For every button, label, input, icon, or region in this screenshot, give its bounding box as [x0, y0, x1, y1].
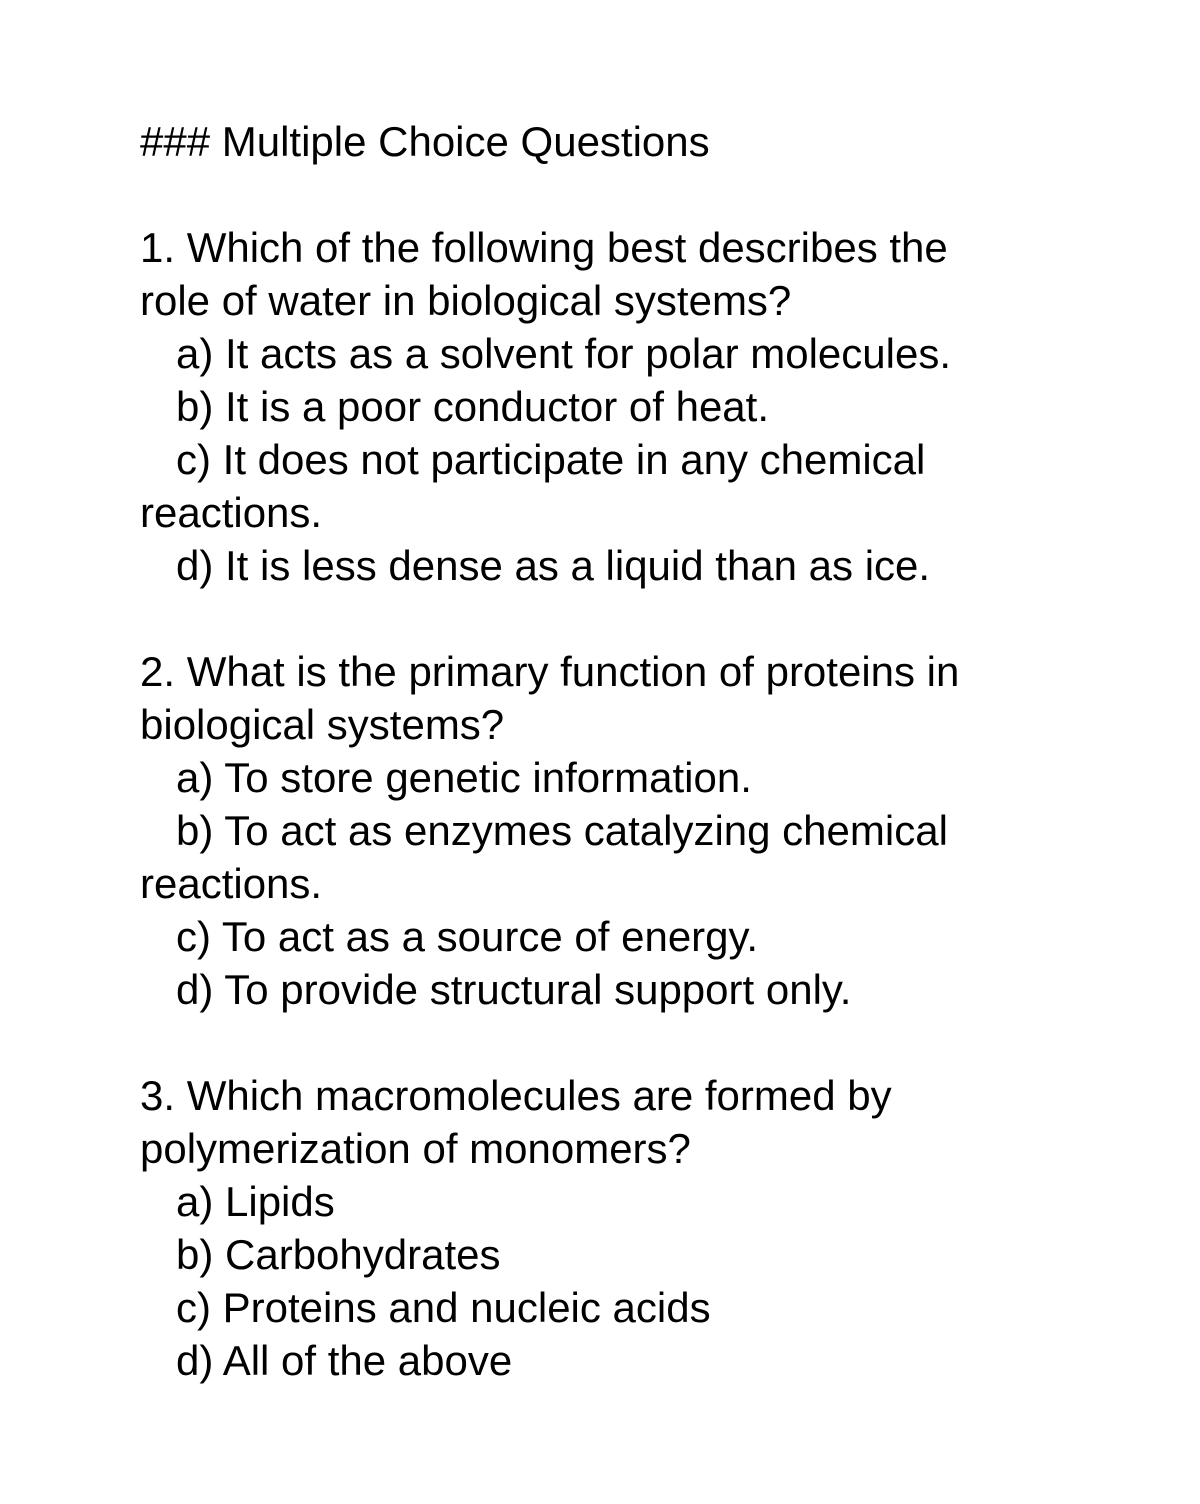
question-1-option-c-continued: reactions.: [140, 489, 323, 536]
document-body: [140, 115, 1040, 1387]
question-1-option-c: c) It does not participate in any chemical: [176, 436, 926, 483]
spacer: [140, 168, 1040, 221]
question-1-stem-line-2: role of water in biological systems?: [140, 277, 792, 324]
question-3-option-b: b) Carbohydrates: [176, 1231, 501, 1278]
spacer: [140, 592, 1040, 645]
question-3-stem-line-2: polymerization of monomers?: [140, 1125, 691, 1172]
question-3: [140, 1069, 1040, 1387]
question-3-option-a: a) Lipids: [176, 1178, 335, 1225]
question-3-option-d: d) All of the above: [176, 1337, 513, 1384]
question-1-option-a: a) It acts as a solvent for polar molecules.: [176, 330, 952, 377]
question-1: [140, 221, 1040, 592]
spacer: [140, 1016, 1040, 1069]
question-3-option-c: c) Proteins and nucleic acids: [176, 1284, 711, 1331]
question-2-option-c: c) To act as a source of energy.: [176, 913, 759, 960]
question-2: [140, 645, 1040, 1016]
question-1-option-d: d) It is less dense as a liquid than as ice.: [176, 542, 931, 589]
section-heading: ### Multiple Choice Questions: [140, 118, 710, 165]
question-2-option-b: b) To act as enzymes catalyzing chemical: [176, 807, 948, 854]
question-2-option-d: d) To provide structural support only.: [176, 966, 852, 1013]
question-1-option-b: b) It is a poor conductor of heat.: [176, 383, 770, 430]
question-2-stem-line-2: biological systems?: [140, 701, 505, 748]
question-3-stem-line-1: 3. Which macromolecules are formed by: [140, 1072, 892, 1119]
question-2-option-a: a) To store genetic information.: [176, 754, 752, 801]
question-1-stem-line-1: 1. Which of the following best describes the: [140, 224, 948, 271]
question-2-option-b-continued: reactions.: [140, 860, 323, 907]
question-2-stem-line-1: 2. What is the primary function of proteins in: [140, 648, 960, 695]
